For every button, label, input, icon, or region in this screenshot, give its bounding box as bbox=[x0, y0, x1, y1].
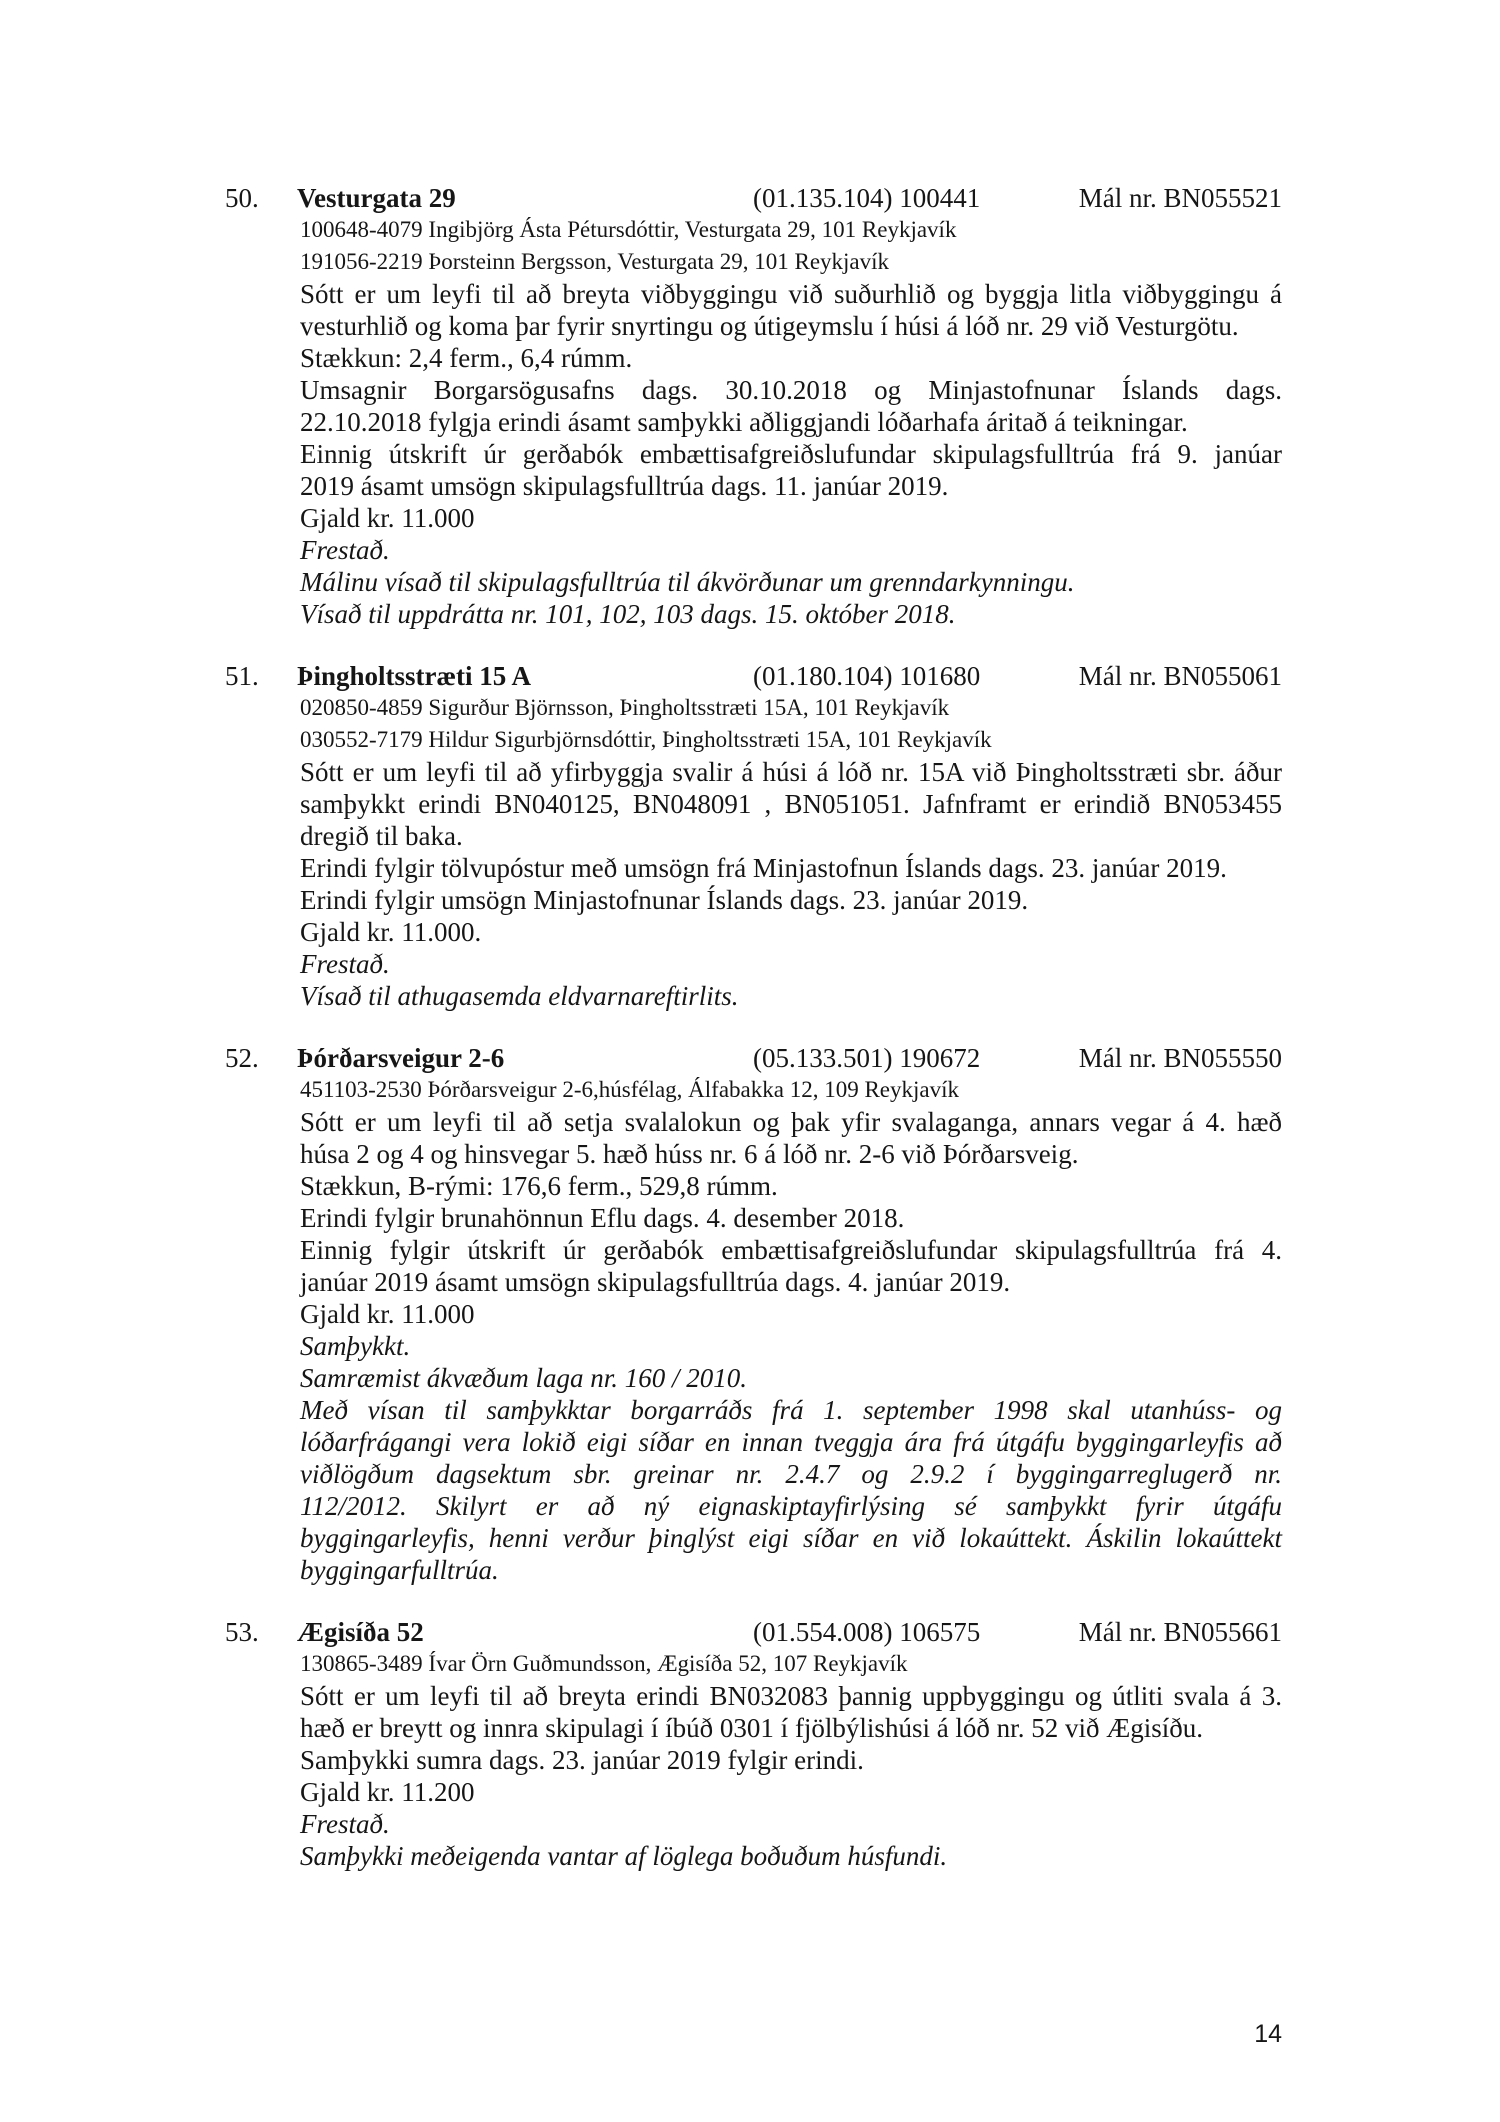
case-reference: Mál nr. BN055550 bbox=[1078, 1043, 1282, 1073]
decision-paragraph bbox=[0, 1394, 1500, 1586]
detail-line: Erindi fylgir tölvupóstur með umsögn frá Minjastofnun Íslands dags. 23. janúar 2019. bbox=[300, 853, 1227, 883]
detail-line: 22.10.2018 fylgja erindi ásamt samþykki aðliggjandi lóðarhafa áritað á teikningar. bbox=[300, 407, 1188, 437]
applicant-line: 020850-4859 Sigurður Björnsson, Þingholtsstræti 15A, 101 Reykjavík bbox=[300, 695, 950, 720]
case-item bbox=[0, 182, 1500, 630]
detail-line: Samþykki sumra dags. 23. janúar 2019 fylgir erindi. bbox=[300, 1745, 864, 1775]
case-reference: Mál nr. BN055061 bbox=[1078, 661, 1282, 691]
applicant-line: 030552-7179 Hildur Sigurbjörnsdóttir, Þingholtsstræti 15A, 101 Reykjavík bbox=[300, 727, 992, 752]
decision-line: byggingarfulltrúa. bbox=[300, 1555, 499, 1585]
decision-paragraph bbox=[0, 1808, 1500, 1840]
detail-line: húsa 2 og 4 og hinsvegar 5. hæð húss nr. 6 á lóð nr. 2-6 við Þórðarsveig. bbox=[300, 1139, 1079, 1169]
detail-line: Erindi fylgir umsögn Minjastofnunar Íslands dags. 23. janúar 2019. bbox=[300, 885, 1029, 915]
land-id: (05.133.501) 190672 bbox=[753, 1043, 981, 1073]
detail-paragraph bbox=[0, 1234, 1500, 1298]
detail-paragraph bbox=[0, 1202, 1500, 1234]
applicant-line: 451103-2530 Þórðarsveigur 2-6,húsfélag, Álfabakka 12, 109 Reykjavík bbox=[300, 1077, 959, 1102]
detail-paragraph bbox=[0, 1298, 1500, 1330]
decision-line: lóðarfrágangi vera lokið eigi síðar en innan tveggja ára frá útgáfu byggingarleyfis að bbox=[300, 1427, 1282, 1457]
detail-paragraph bbox=[0, 1170, 1500, 1202]
detail-line: Erindi fylgir brunahönnun Eflu dags. 4. desember 2018. bbox=[300, 1203, 905, 1233]
case-item bbox=[0, 1042, 1500, 1586]
case-number: 51. bbox=[225, 661, 259, 691]
detail-paragraph bbox=[0, 438, 1500, 502]
detail-paragraph bbox=[0, 1106, 1500, 1170]
case-header bbox=[0, 1616, 1500, 1648]
case-number: 50. bbox=[225, 183, 259, 213]
detail-line: Gjald kr. 11.000 bbox=[300, 503, 475, 533]
decision-line: 112/2012. Skilyrt er að ný eignaskiptayfirlýsing sé samþykkt fyrir útgáfu bbox=[300, 1491, 1282, 1521]
decision-line: Frestað. bbox=[300, 1809, 390, 1839]
detail-paragraph bbox=[0, 1744, 1500, 1776]
detail-line: Gjald kr. 11.000 bbox=[300, 1299, 475, 1329]
applicant-line: 130865-3489 Ívar Örn Guðmundsson, Ægisíða 52, 107 Reykjavík bbox=[300, 1651, 908, 1676]
decision-line: Samþykki meðeigenda vantar af löglega boðuðum húsfundi. bbox=[300, 1841, 948, 1871]
detail-line: vesturhlið og koma þar fyrir snyrtingu og útigeymslu í húsi á lóð nr. 29 við Vesturgötu. bbox=[300, 311, 1239, 341]
detail-line: hæð er breytt og innra skipulagi í íbúð 0301 í fjölbýlishúsi á lóð nr. 52 við Ægisíðu. bbox=[300, 1713, 1203, 1743]
detail-line: Gjald kr. 11.200 bbox=[300, 1777, 475, 1807]
detail-line: 2019 ásamt umsögn skipulagsfulltrúa dags. 11. janúar 2019. bbox=[300, 471, 949, 501]
applicant-line: 191056-2219 Þorsteinn Bergsson, Vesturgata 29, 101 Reykjavík bbox=[300, 249, 890, 274]
case-header bbox=[0, 660, 1500, 692]
property-address: Þingholtsstræti 15 A bbox=[297, 661, 532, 691]
detail-line: Sótt er um leyfi til að breyta viðbyggingu við suðurhlið og byggja litla viðbyggingu á bbox=[300, 279, 1282, 309]
decision-line: Frestað. bbox=[300, 535, 390, 565]
decision-line: byggingarleyfis, henni verður þinglýst eigi síðar en við lokaúttekt. Áskilin lokaúttekt bbox=[300, 1523, 1282, 1553]
detail-paragraph bbox=[0, 884, 1500, 916]
case-header bbox=[0, 1042, 1500, 1074]
decision-line: Frestað. bbox=[300, 949, 390, 979]
detail-paragraph bbox=[0, 852, 1500, 884]
detail-paragraph bbox=[0, 342, 1500, 374]
case-reference: Mál nr. BN055661 bbox=[1078, 1617, 1282, 1647]
detail-paragraph bbox=[0, 1776, 1500, 1808]
detail-line: janúar 2019 ásamt umsögn skipulagsfulltrúa dags. 4. janúar 2019. bbox=[300, 1267, 1011, 1297]
detail-line: Einnig fylgir útskrift úr gerðabók embættisafgreiðslufundar skipulagsfulltrúa frá 4. bbox=[300, 1235, 1282, 1265]
detail-line: Stækkun: 2,4 ferm., 6,4 rúmm. bbox=[300, 343, 633, 373]
detail-line: Stækkun, B-rými: 176,6 ferm., 529,8 rúmm. bbox=[300, 1171, 778, 1201]
case-number: 52. bbox=[225, 1043, 259, 1073]
decision-line: viðlögðum dagsektum sbr. greinar nr. 2.4.7 og 2.9.2 í byggingarreglugerð nr. bbox=[300, 1459, 1282, 1489]
decision-paragraph bbox=[0, 980, 1500, 1012]
detail-paragraph bbox=[0, 502, 1500, 534]
detail-paragraph bbox=[0, 374, 1500, 438]
decision-line: Samþykkt. bbox=[300, 1331, 411, 1361]
decision-line: Málinu vísað til skipulagsfulltrúa til ákvörðunar um grenndarkynningu. bbox=[300, 567, 1075, 597]
detail-paragraph bbox=[0, 916, 1500, 948]
decision-paragraph bbox=[0, 1362, 1500, 1394]
decision-paragraph bbox=[0, 1330, 1500, 1362]
detail-line: Sótt er um leyfi til að yfirbyggja svalir á húsi á lóð nr. 15A við Þingholtsstræti sbr. áður bbox=[300, 757, 1282, 787]
case-list bbox=[0, 182, 1500, 1902]
decision-paragraph bbox=[0, 948, 1500, 980]
applicant-line: 100648-4079 Ingibjörg Ásta Pétursdóttir, Vesturgata 29, 101 Reykjavík bbox=[300, 217, 957, 242]
property-address: Vesturgata 29 bbox=[297, 183, 456, 213]
decision-paragraph bbox=[0, 1840, 1500, 1872]
decision-line: Vísað til athugasemda eldvarnareftirlits. bbox=[300, 981, 739, 1011]
detail-line: dregið til baka. bbox=[300, 821, 463, 851]
detail-line: Sótt er um leyfi til að setja svalalokun og þak yfir svalaganga, annars vegar á 4. hæð bbox=[300, 1107, 1282, 1137]
case-item bbox=[0, 660, 1500, 1012]
case-header bbox=[0, 182, 1500, 214]
decision-line: Samræmist ákvæðum laga nr. 160 / 2010. bbox=[300, 1363, 748, 1393]
detail-paragraph bbox=[0, 756, 1500, 852]
detail-line: Gjald kr. 11.000. bbox=[300, 917, 482, 947]
land-id: (01.180.104) 101680 bbox=[753, 661, 981, 691]
decision-paragraph bbox=[0, 566, 1500, 598]
land-id: (01.135.104) 100441 bbox=[753, 183, 981, 213]
case-number: 53. bbox=[225, 1617, 259, 1647]
detail-line: Einnig útskrift úr gerðabók embættisafgreiðslufundar skipulagsfulltrúa frá 9. janúar bbox=[300, 439, 1282, 469]
property-address: Þórðarsveigur 2-6 bbox=[297, 1043, 505, 1073]
detail-line: Sótt er um leyfi til að breyta erindi BN032083 þannig uppbyggingu og útliti svala á 3. bbox=[300, 1681, 1282, 1711]
page-number: 14 bbox=[1254, 2020, 1282, 2048]
land-id: (01.554.008) 106575 bbox=[753, 1617, 981, 1647]
detail-paragraph bbox=[0, 278, 1500, 342]
decision-paragraph bbox=[0, 598, 1500, 630]
detail-paragraph bbox=[0, 1680, 1500, 1744]
case-reference: Mál nr. BN055521 bbox=[1078, 183, 1282, 213]
decision-line: Vísað til uppdrátta nr. 101, 102, 103 dags. 15. október 2018. bbox=[300, 599, 956, 629]
property-address: Ægisíða 52 bbox=[297, 1617, 424, 1647]
decision-paragraph bbox=[0, 534, 1500, 566]
detail-line: samþykkt erindi BN040125, BN048091 , BN051051. Jafnframt er erindið BN053455 bbox=[300, 789, 1282, 819]
detail-line: Umsagnir Borgarsögusafns dags. 30.10.2018 og Minjastofnunar Íslands dags. bbox=[300, 375, 1282, 405]
decision-line: Með vísan til samþykktar borgarráðs frá 1. september 1998 skal utanhúss- og bbox=[300, 1395, 1282, 1425]
case-item bbox=[0, 1616, 1500, 1872]
